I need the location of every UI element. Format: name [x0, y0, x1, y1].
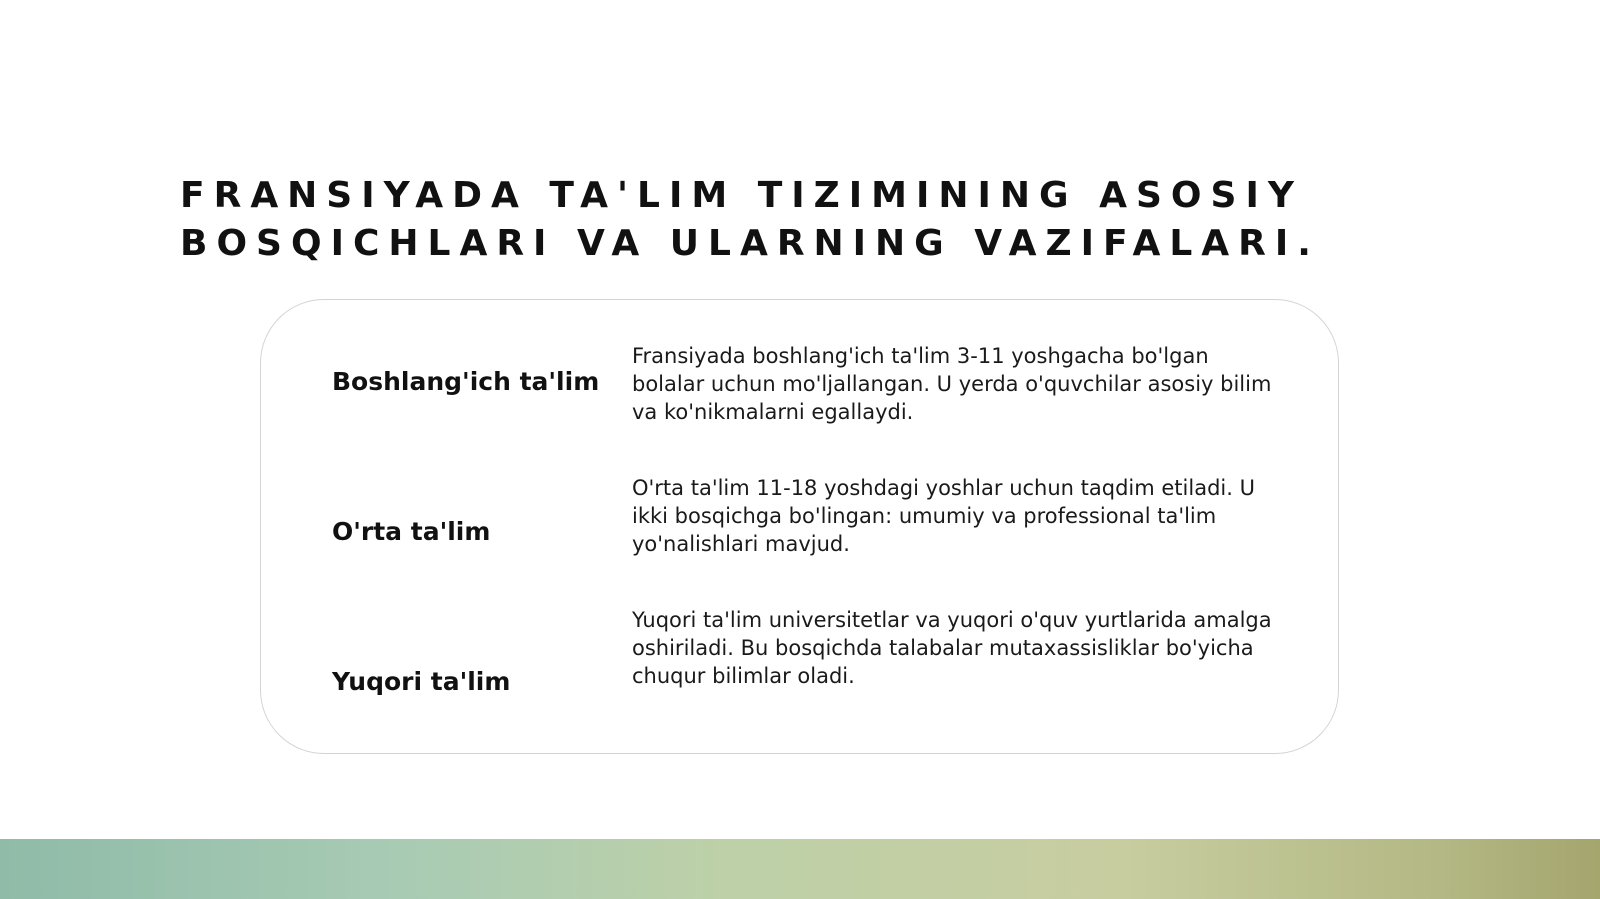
stage-label-secondary: O'rta ta'lim	[332, 517, 491, 546]
slide-title	[180, 172, 1480, 268]
stage-description-secondary: O'rta ta'lim 11-18 yoshdagi yoshlar uchun taqdim etiladi. U ikki bosqichga bo'lingan: umumiy va professional ta'lim yo'nalishlari mavjud.	[632, 476, 1255, 556]
slide-title-line-1: FRANSIYADA TA'LIM TIZIMINING ASOSIY	[180, 175, 1303, 216]
stage-label-primary: Boshlang'ich ta'lim	[332, 367, 600, 396]
stage-description-higher: Yuqori ta'lim universitetlar va yuqori o'quv yurtlarida amalga oshiriladi. Bu bosqichda talabalar mutaxassisliklar bo'yicha chuqur bilimlar oladi.	[632, 608, 1272, 688]
stage-label-higher: Yuqori ta'lim	[332, 667, 511, 696]
stage-description-primary: Fransiyada boshlang'ich ta'lim 3-11 yoshgacha bo'lgan bolalar uchun mo'ljallangan. U yerda o'quvchilar asosiy bilim va ko'nikmalarni egallaydi.	[632, 344, 1272, 424]
slide-title-line-2: BOSQICHLARI VA ULARNING VAZIFALARI.	[180, 223, 1320, 264]
decorative-gradient-band	[0, 839, 1600, 899]
